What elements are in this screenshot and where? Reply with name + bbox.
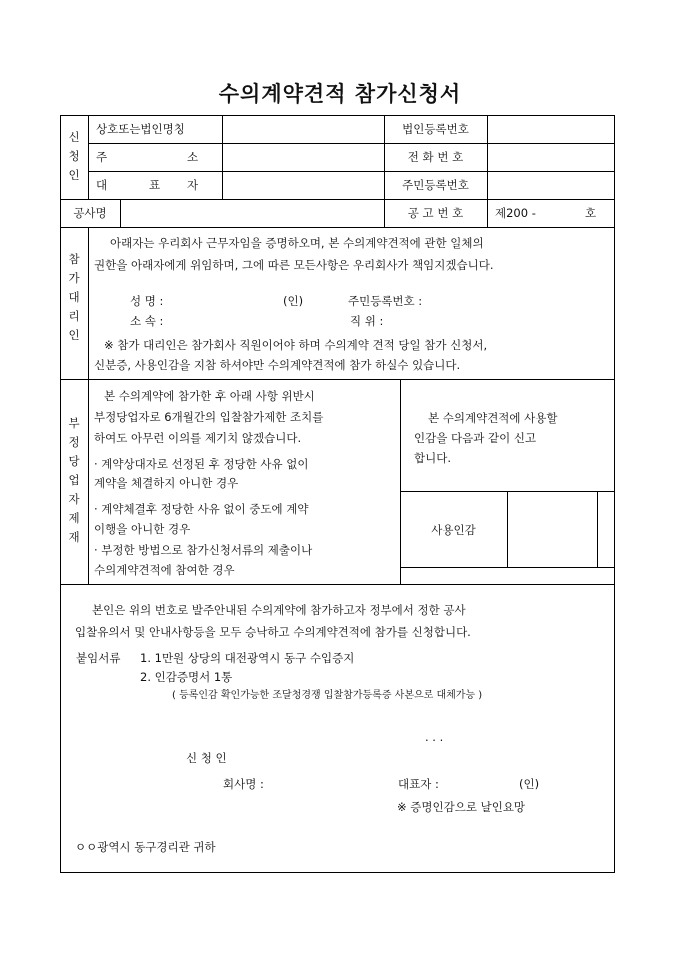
seal-label: 사용인감 [431, 523, 476, 537]
agent-resident-label: 주민등록번호 : [348, 294, 423, 308]
agent-seal: (인) [283, 294, 304, 308]
seal-notice-line: 합니다. [414, 451, 451, 465]
sanction-line: 부정당업자로 6개월간의 입찰참가제한 조치를 [94, 410, 324, 424]
phone-label: 전 화 번 호 [407, 150, 464, 164]
agent-note2: 신분증, 사용인감을 지참 하셔야만 수의계약견적에 참가 하실수 있습니다. [94, 358, 461, 372]
notice-prefix: 제200 - [495, 206, 536, 220]
declaration-line2: 입찰유의서 및 안내사항등을 모두 승낙하고 수의계약견적에 참가를 신청합니다. [75, 625, 471, 639]
agent-position-label: 직 위 : [350, 314, 384, 328]
notice-label: 공 고 번 호 [407, 206, 464, 220]
agent-side-label: 참 가 대 리 인 [68, 252, 80, 342]
notice-suffix: 호 [585, 206, 597, 220]
company-name-sign-label: 회사명 : [223, 777, 264, 791]
frame-bottom [60, 872, 615, 873]
applicant-side-label: 신 청 인 [68, 130, 80, 182]
sanction-line: 이행을 아니한 경우 [94, 522, 191, 536]
sanction-line: · 계약상대자로 선정된 후 정당한 사유 없이 [94, 457, 309, 471]
addressee: ㅇㅇ광역시 동구경리관 귀하 [75, 840, 216, 854]
sanction-line: · 부정한 방법으로 참가신청서류의 제출이나 [94, 543, 313, 557]
sanction-line: · 계약체결후 정당한 사유 없이 중도에 계약 [94, 502, 309, 516]
rep-label-a: 대 [96, 178, 108, 192]
frame-left [60, 115, 61, 872]
page-title: 수의계약견적 참가신청서 [218, 82, 462, 106]
rep-sign-label: 대표자 : [398, 777, 439, 791]
rep-seal: (인) [519, 777, 540, 791]
sanction-line: 본 수의계약에 참가한 후 아래 사항 위반시 [104, 389, 315, 403]
frame-top [60, 115, 615, 116]
seal-note: ※ 증명인감으로 날인요망 [397, 800, 526, 814]
agent-line1: 아래자는 우리회사 근무자임을 증명하오며, 본 수의계약견적에 관한 일체의 [110, 236, 484, 250]
agent-name-label: 성 명 : [130, 294, 164, 308]
corp-reg-label: 법인등록번호 [402, 122, 469, 136]
applicant-sign-label: 신 청 인 [186, 751, 227, 765]
agent-note1: ※ 참가 대리인은 참가회사 직원이어야 하며 수의계약 견적 당일 참가 신청서, [104, 338, 488, 352]
rep-label-b: 표 [149, 178, 161, 192]
sanction-side-label: 부 정 당 업 자 제 재 [68, 416, 80, 544]
rep-label-c: 자 [187, 178, 199, 192]
sanction-line: 수의계약견적에 참여한 경우 [94, 563, 235, 577]
attach-item-1: 1. 1만원 상당의 대전광역시 동구 수입증지 [140, 651, 355, 665]
sanction-line: 하여도 아무런 이의를 제기치 않겠습니다. [94, 431, 302, 445]
frame-right [614, 115, 615, 872]
attach-item-2-note: ( 등록인감 확인가능한 조달청경쟁 입찰참가등록증 사본으로 대체가능 ) [172, 690, 483, 701]
resident-reg-label: 주민등록번호 [402, 178, 469, 192]
attach-label: 붙임서류 [76, 651, 121, 665]
seal-notice-line: 인감을 다음과 같이 신고 [414, 431, 537, 445]
sanction-line: 계약을 체결하지 아니한 경우 [94, 476, 239, 490]
declaration-line1: 본인은 위의 번호로 발주안내된 수의계약에 참가하고자 정부에서 정한 공사 [92, 603, 466, 617]
address-label-a: 주 [96, 150, 108, 164]
project-label: 공사명 [73, 206, 107, 220]
company-name-label: 상호또는법인명칭 [96, 122, 185, 136]
attach-item-2: 2. 인감증명서 1통 [140, 670, 233, 684]
agent-dept-label: 소 속 : [130, 314, 164, 328]
agent-line2: 권한을 아래자에게 위임하며, 그에 따른 모든사항은 우리회사가 책임지겠습니다. [94, 258, 494, 272]
date-field: . . . [425, 730, 444, 744]
seal-notice-line: 본 수의계약견적에 사용할 [428, 411, 558, 425]
address-label-b: 소 [187, 150, 199, 164]
